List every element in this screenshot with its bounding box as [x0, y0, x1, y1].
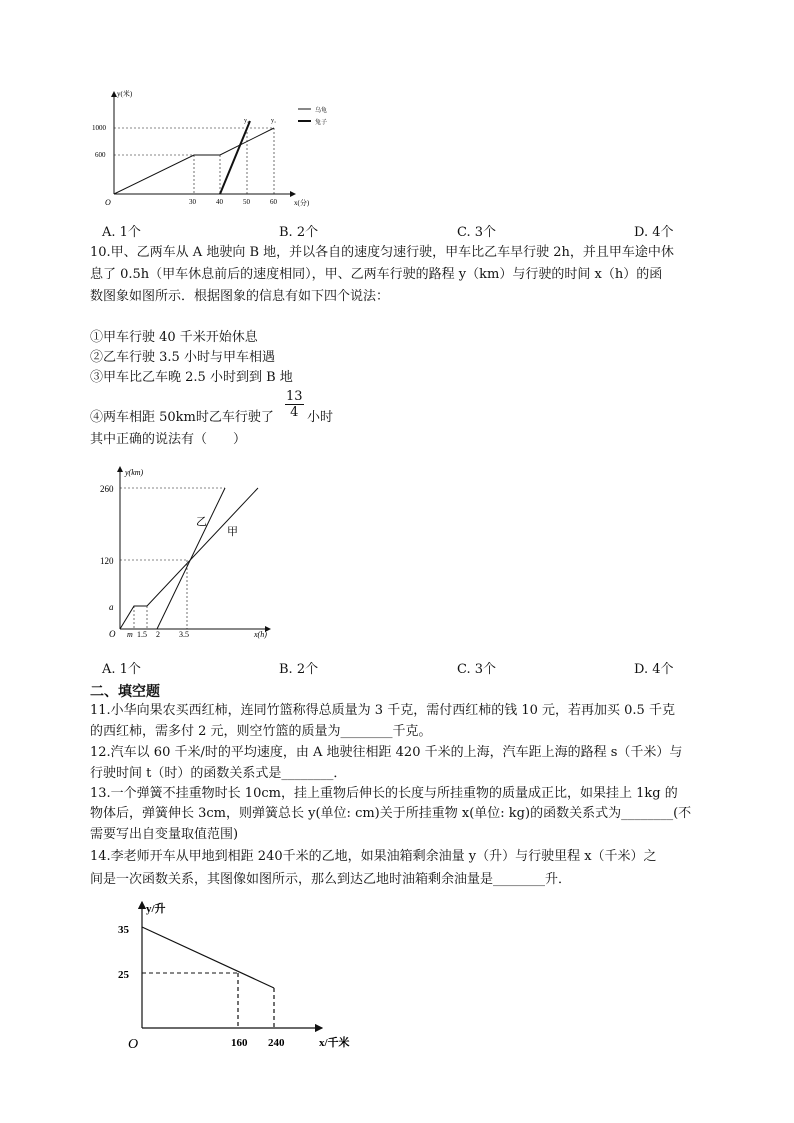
- figure-cars-graph: [100, 463, 280, 643]
- q10-option-a: A. 1个: [102, 662, 141, 677]
- origin-label: O: [105, 198, 111, 207]
- car-jia-line: [120, 488, 258, 629]
- q14-line-2: 间是一次函数关系，其图像如图所示，那么到达乙地时油箱剩余油量是________升．: [90, 872, 572, 887]
- y-axis-label: y/升: [146, 903, 166, 915]
- q13-line-1: 13.一个弹簧不挂重物时长 10cm，挂上重物后伸长的长度与所挂重物的质量成正比，如果挂上 1kg 的: [90, 786, 678, 801]
- q10-statement-4-after: 小时: [307, 410, 334, 425]
- label-y2: y₂: [244, 118, 250, 124]
- q9-option-b: B. 2个: [279, 225, 319, 240]
- car-yi-line: [157, 488, 225, 629]
- origin-label: O: [128, 1037, 139, 1052]
- q10-statement-3: ③甲车比乙车晚 2.5 小时到到 B 地: [90, 370, 293, 385]
- xtick-m: m: [127, 630, 133, 639]
- y-axis-label: y(km): [125, 468, 144, 477]
- legend-rabbit: 兔子: [315, 120, 328, 126]
- ytick-25: 25: [118, 969, 129, 981]
- q11-line-1: 11.小华向果农买西红柿，连同竹篮称得总质量为 3 千克，需付西红柿的钱 10 元，若再加买 0.5 千克: [90, 703, 675, 718]
- fuel-line: [142, 927, 274, 988]
- xtick-50: 50: [243, 198, 250, 206]
- origin-label: O: [109, 629, 116, 639]
- figure-race-graph: [90, 88, 350, 208]
- ytick-1000: 1000: [92, 124, 106, 132]
- section-heading: 二、填空题: [90, 684, 160, 700]
- q9-option-d: D. 4个: [634, 225, 674, 240]
- q14-line-1: 14.李老师开车从甲地到相距 240千米的乙地，如果油箱剩余油量 y（升）与行驶里程 x（千米）之: [90, 849, 657, 864]
- q10-statement-4-before: ④两车相距 50km时乙车行驶了: [90, 410, 274, 425]
- q10-statement-2: ②乙车行驶 3.5 小时与甲车相遇: [90, 350, 275, 365]
- legend-tortoise: 乌龟: [315, 108, 328, 114]
- q10-option-d: D. 4个: [634, 662, 674, 677]
- xtick-2: 2: [156, 630, 160, 639]
- q10-line-2: 息了 0.5h（甲车休息前后的速度相同），甲、乙两车行驶的路程 y（km）与行驶的时间 x（h）的函: [90, 267, 663, 282]
- fraction-denominator: 4: [290, 405, 299, 420]
- xtick-3.5: 3.5: [179, 630, 189, 639]
- figure-fuel-graph: [112, 898, 372, 1058]
- ytick-120: 120: [100, 556, 114, 566]
- q10-statement-1: ①甲车行驶 40 千米开始休息: [90, 330, 258, 345]
- x-axis-label: x/千米: [319, 1037, 350, 1049]
- q12-line-1: 12.汽车以 60 千米/时的平均速度，由 A 地驶往相距 420 千米的上海，汽车距上海的路程 s（千米）与: [90, 745, 683, 760]
- rabbit-line: [220, 121, 250, 194]
- label-jia: 甲: [227, 526, 238, 538]
- ytick-a: a: [109, 602, 114, 612]
- xtick-30: 30: [189, 198, 196, 206]
- ytick-600: 600: [95, 151, 106, 159]
- q11-line-2: 的西红柿，需多付 2 元，则空竹篮的质量为________千克。: [90, 724, 432, 739]
- xtick-160: 160: [231, 1037, 248, 1049]
- q13-line-3: 需要写出自变量取值范围): [90, 827, 239, 842]
- ytick-35: 35: [118, 924, 129, 936]
- xtick-40: 40: [216, 198, 223, 206]
- label-yi: 乙: [196, 516, 207, 528]
- q10-line-1: 10.甲、乙两车从 A 地驶向 B 地，并以各自的速度匀速行驶，甲车比乙车早行驶 2h，并且甲车途中休: [90, 245, 674, 260]
- q12-line-2: 行驶时间 t（时）的函数关系式是________．: [90, 766, 347, 781]
- xtick-60: 60: [270, 198, 277, 206]
- x-axis-label: x(h): [254, 630, 267, 639]
- q10-option-b: B. 2个: [279, 662, 319, 677]
- q9-option-a: A. 1个: [102, 225, 141, 240]
- q10-question: 其中正确的说法有（ ）: [90, 432, 247, 447]
- q13-line-2: 物体后，弹簧伸长 3cm，则弹簧总长 y(单位: cm)关于所挂重物 x(单位: kg)的函数关系式为________(不: [90, 806, 692, 821]
- x-axis-label: x(分): [294, 199, 310, 207]
- xtick-240: 240: [268, 1037, 285, 1049]
- q10-option-c: C. 3个: [457, 662, 497, 677]
- xtick-1.5: 1.5: [137, 630, 147, 639]
- fraction-13-4: [285, 389, 304, 420]
- label-y1: y₁: [271, 118, 277, 124]
- q9-option-c: C. 3个: [457, 225, 497, 240]
- y-axis-label: y(米): [117, 90, 133, 98]
- q10-line-3: 数图象如图所示．根据图象的信息有如下四个说法：: [90, 289, 390, 304]
- fraction-numerator: 13: [286, 389, 303, 404]
- ytick-260: 260: [100, 484, 114, 494]
